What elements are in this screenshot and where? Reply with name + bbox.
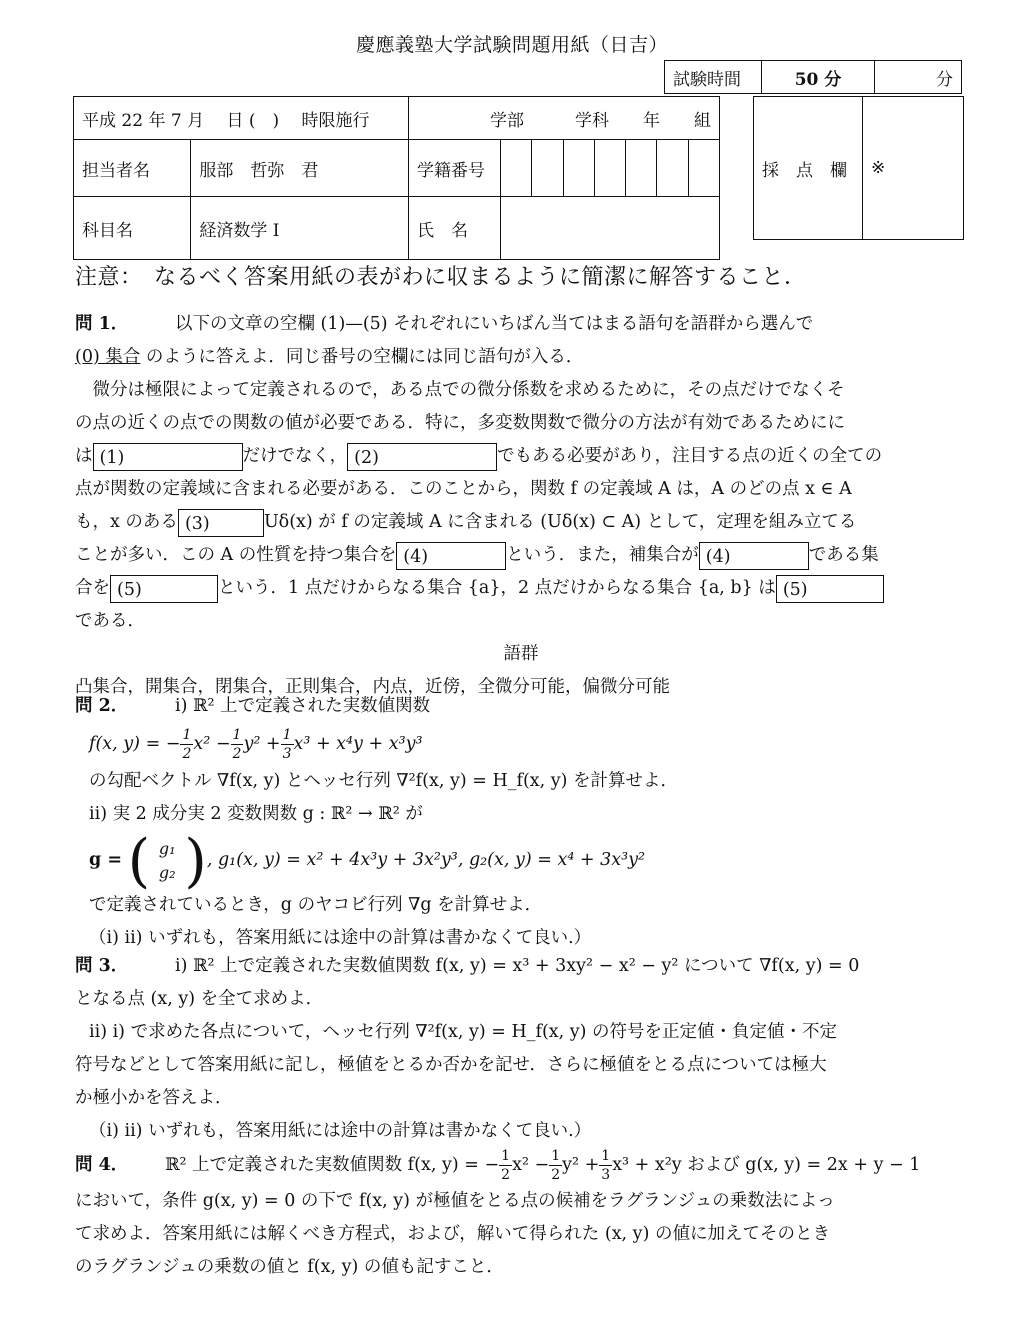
q1-line: Uδ(x) が f の定義域 A に含まれる (Uδ(x) ⊂ A) として，定理を組み立てる — [263, 512, 857, 532]
q1-example: (0) 集合 — [75, 347, 141, 367]
q1-line: でもある必要があり，注目する点の近くの全ての — [497, 446, 883, 466]
exam-time-value: 50 分 — [762, 61, 875, 94]
right-paren: ) — [184, 826, 207, 895]
q1-line: も，x のある — [75, 512, 178, 532]
blank-3: (3) — [178, 509, 264, 537]
left-paren: ( — [127, 826, 151, 895]
frac-den: 3 — [601, 1167, 611, 1183]
q2-line: で定義されているとき，g のヤコビ行列 ∇g を計算せよ． — [89, 895, 543, 915]
frac-den: 2 — [501, 1167, 511, 1183]
q1-line: のように答えよ．同じ番号の空欄には同じ語句が入る． — [140, 347, 584, 367]
q1-line: 微分は極限によって定義されるので，ある点での微分係数を求めるために，その点だけでなくそ — [75, 380, 845, 400]
q1-line: ことが多い．この A の性質を持つ集合を — [75, 545, 397, 565]
formula-part: x² − — [512, 1155, 550, 1175]
frac-num: 1 — [601, 1148, 611, 1164]
q3-line: i) ℝ² 上で定義された実数値関数 f(x, y) = x³ + 3xy² − x² − y² について ∇f(x, y) = 0 — [175, 956, 860, 976]
blank-4b: (4) — [699, 542, 809, 570]
g1: g₁ — [158, 838, 176, 858]
q3-line: 符号などとして答案用紙に記し，極値をとるか否かを記せ．さらに極値をとる点については極大 — [75, 1055, 827, 1075]
id-digit-box — [688, 140, 719, 196]
fraction — [499, 1147, 512, 1184]
blank-4: (4) — [396, 542, 506, 570]
q4-head: 問 4． — [75, 1155, 129, 1175]
blank-5b: (5) — [776, 575, 884, 603]
q1-line: という．1 点だけからなる集合 {a}，2 点だけからなる集合 {a, b} は — [218, 578, 776, 598]
id-digit-box — [501, 140, 531, 196]
student-id-cells — [501, 140, 720, 197]
score-label: 採 点 欄 — [754, 97, 863, 240]
score-mark: ※ — [863, 97, 964, 240]
fraction — [180, 726, 193, 763]
frac-num: 1 — [182, 727, 192, 743]
q4-line: において，条件 g(x, y) = 0 の下で f(x, y) が極値をとる点の候補をラグランジュの乗数法によっ — [75, 1191, 835, 1211]
word-bank: 凸集合，開集合，閉集合，正則集合，内点，近傍，全微分可能，偏微分可能 — [75, 677, 670, 697]
formula-part: , g₁(x, y) = x² + 4x³y + 3x²y³, g₂(x, y) = x⁴ + 3x³y² — [206, 850, 646, 870]
q2-line: の勾配ベクトル ∇f(x, y) とヘッセ行列 ∇²f(x, y) = H_f(x, y) を計算せよ． — [89, 771, 679, 791]
q1-line: 点が関数の定義域に含まれる必要がある．このことから，関数 f の定義域 A は，A のどの点 x ∈ A — [75, 479, 852, 499]
fraction — [599, 1147, 612, 1184]
q3-line: ii) i) で求めた各点について，ヘッセ行列 ∇²f(x, y) = H_f(x, y) の符号を正定値・負定値・不定 — [89, 1022, 838, 1042]
formula-part: x³ + x²y および g(x, y) = 2x + y − 1 — [612, 1155, 921, 1175]
q1-line: は — [75, 446, 93, 466]
teacher-label: 担当者名 — [74, 140, 191, 197]
id-digit-box — [625, 140, 656, 196]
exam-time-table — [664, 60, 962, 94]
q3-head: 問 3． — [75, 956, 129, 976]
id-digit-box — [594, 140, 625, 196]
frac-den: 2 — [232, 746, 242, 762]
score-table — [753, 96, 964, 240]
q2-formula — [75, 723, 967, 765]
blank-2: (2) — [347, 443, 497, 471]
formula-part: g = — [89, 850, 122, 870]
teacher-value: 服部 哲弥 君 — [191, 140, 409, 197]
name-field — [501, 197, 720, 260]
g2: g₂ — [158, 862, 176, 882]
word-bank-title: 語群 — [503, 644, 539, 664]
q2-line: ii) 実 2 成分実 2 変数関数 g : ℝ² → ℝ² が — [89, 804, 423, 824]
fraction — [281, 726, 294, 763]
formula-part: x² − — [193, 734, 231, 754]
frac-num: 1 — [232, 727, 242, 743]
blank-1: (1) — [93, 443, 243, 471]
q1-line: である． — [75, 611, 145, 631]
fraction — [549, 1147, 562, 1184]
fraction — [231, 726, 244, 763]
q3-line: （i) ii) いずれも，答案用紙には途中の計算は書かなくて良い.） — [89, 1121, 592, 1141]
id-digit-box — [563, 140, 594, 196]
question-3 — [75, 950, 967, 1148]
q2-line: i) ℝ² 上で定義された実数値関数 — [175, 696, 431, 716]
question-2 — [75, 690, 967, 955]
q1-line: である集 — [808, 545, 879, 565]
formula-part: y² + — [562, 1155, 600, 1175]
blank-5: (5) — [110, 575, 218, 603]
notice: 注意： なるべく答案用紙の表がわに収まるように簡潔に解答すること． — [75, 265, 807, 290]
formula-part: x³ + x⁴y + x³y³ — [293, 734, 423, 754]
frac-num: 1 — [551, 1148, 561, 1164]
frac-num: 1 — [501, 1148, 511, 1164]
q1-line: の点の近くの点での関数の値が必要である．特に，多変数関数で微分の方法が有効であるためにに — [75, 413, 845, 433]
q1-head: 問 1． — [75, 314, 129, 334]
date-cell: 平成 22 年 7 月 日 ( ) 時限施行 — [74, 97, 409, 140]
formula-part: f(x, y) = − — [89, 734, 181, 754]
g-vector — [150, 837, 184, 885]
formula-part: ℝ² 上で定義された実数値関数 f(x, y) = − — [165, 1155, 500, 1175]
q3-line: か極小かを答えよ． — [75, 1088, 233, 1108]
frac-den: 2 — [182, 746, 192, 762]
frac-num: 1 — [282, 727, 292, 743]
q2-line: （i) ii) いずれも，答案用紙には途中の計算は書かなくて良い.） — [89, 928, 592, 948]
id-digit-box — [531, 140, 562, 196]
department-cell: 学部 学科 年 組 — [409, 97, 720, 140]
q2-head: 問 2． — [75, 696, 129, 716]
subject-label: 科目名 — [74, 197, 191, 260]
exam-title: 慶應義塾大学試験問題用紙（日吉） — [355, 34, 668, 56]
id-digit-box — [656, 140, 687, 196]
name-label: 氏 名 — [409, 197, 501, 260]
frac-den: 2 — [551, 1167, 561, 1183]
q1-line: 以下の文章の空欄 (1)—(5) それぞれにいちばん当てはまる語句を語群から選んで — [175, 314, 814, 334]
q4-line: て求めよ．答案用紙には解くべき方程式，および，解いて得られた (x, y) の値に加えてそのとき — [75, 1224, 830, 1244]
question-1 — [75, 308, 967, 704]
question-4 — [75, 1145, 967, 1284]
q2-g-definition — [75, 826, 967, 895]
frac-den: 3 — [282, 746, 292, 762]
q1-line: 合を — [75, 578, 110, 598]
subject-value: 経済数学 I — [191, 197, 409, 260]
formula-part: y² + — [243, 734, 281, 754]
q1-line: という．また，補集合が — [506, 545, 699, 565]
q3-line: となる点 (x, y) を全て求めよ． — [75, 989, 324, 1009]
student-id-label: 学籍番号 — [409, 140, 501, 197]
exam-time-label: 試験時間 — [665, 61, 762, 94]
q4-line: のラグランジュの乗数の値と f(x, y) の値も記すこと． — [75, 1257, 504, 1277]
header-info-table — [73, 96, 720, 260]
q1-line: だけでなく， — [242, 446, 348, 466]
exam-time-unit: 分 — [875, 61, 962, 94]
